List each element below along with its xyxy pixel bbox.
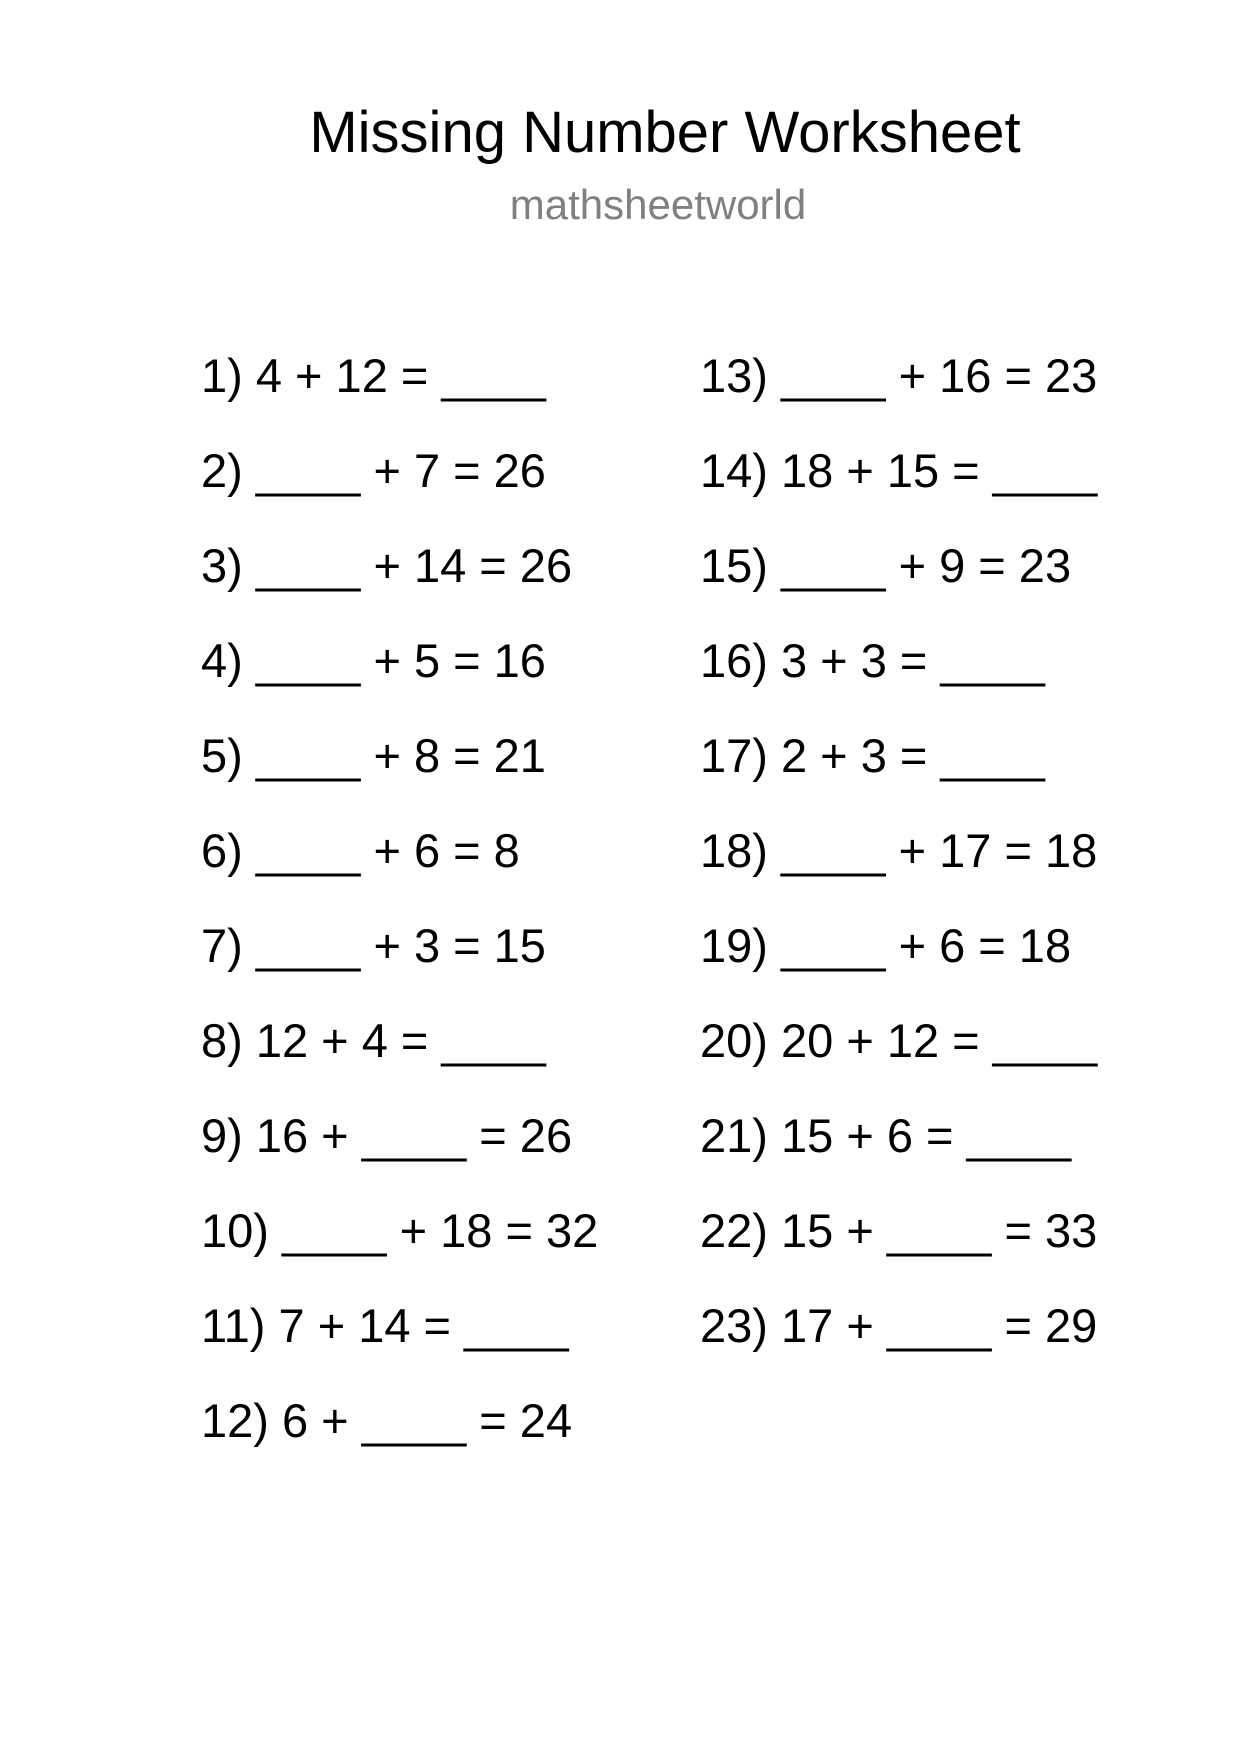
problem-4: 4) ____ + 5 = 16	[201, 634, 546, 687]
problem-3: 3) ____ + 14 = 26	[201, 539, 573, 592]
problem-22: 22) 15 + ____ = 33	[700, 1204, 1098, 1257]
problem-7: 7) ____ + 3 = 15	[201, 919, 546, 972]
problem-17: 17) 2 + 3 = ____	[700, 729, 1045, 782]
problem-column-right	[700, 347, 1097, 1392]
problem-8: 8) 12 + 4 = ____	[201, 1014, 546, 1067]
problem-12: 12) 6 + ____ = 24	[201, 1394, 573, 1447]
problem-20: 20) 20 + 12 = ____	[700, 1014, 1098, 1067]
problem-13: 13) ____ + 16 = 23	[700, 349, 1098, 402]
problem-5: 5) ____ + 8 = 21	[201, 729, 546, 782]
problem-2: 2) ____ + 7 = 26	[201, 444, 546, 497]
problem-14: 14) 18 + 15 = ____	[700, 444, 1098, 497]
problem-10: 10) ____ + 18 = 32	[201, 1204, 599, 1257]
problem-column-left	[201, 347, 598, 1487]
problem-6: 6) ____ + 6 = 8	[201, 824, 520, 877]
problem-21: 21) 15 + 6 = ____	[700, 1109, 1072, 1162]
worksheet-source: mathsheetworld	[509, 181, 807, 228]
problem-15: 15) ____ + 9 = 23	[700, 539, 1072, 592]
problem-1: 1) 4 + 12 = ____	[201, 349, 546, 402]
problem-19: 19) ____ + 6 = 18	[700, 919, 1072, 972]
problem-23: 23) 17 + ____ = 29	[700, 1299, 1098, 1352]
problem-9: 9) 16 + ____ = 26	[201, 1109, 573, 1162]
problem-16: 16) 3 + 3 = ____	[700, 634, 1045, 687]
problem-18: 18) ____ + 17 = 18	[700, 824, 1098, 877]
problem-11: 11) 7 + 14 = ____	[201, 1299, 569, 1352]
worksheet-title: Missing Number Worksheet	[309, 100, 1021, 165]
